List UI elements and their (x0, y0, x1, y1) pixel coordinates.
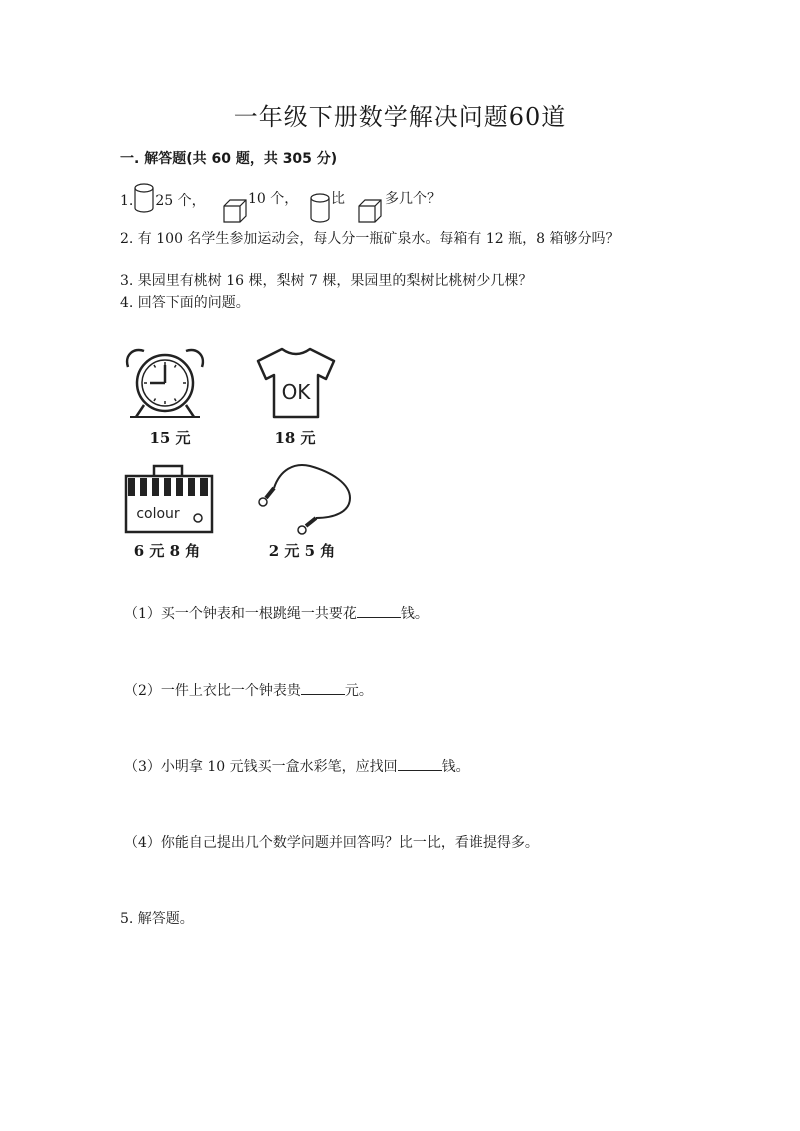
page-title: 一年级下册数学解决问题60道 (233, 103, 567, 131)
price-tshirt: 18 元 (274, 429, 316, 447)
subquestion-1-text: （1）买一个钟表和一根跳绳一共要花 (124, 606, 357, 622)
question-2: 2. 有 100 名学生参加运动会，每人分一瓶矿泉水。每箱有 12 瓶，8 箱够分吗？ (120, 231, 620, 247)
paint-box-image (122, 462, 216, 536)
q1-number: 1. (120, 193, 134, 209)
subquestion-1-unit: 钱。 (400, 606, 429, 622)
answer-blank[interactable] (357, 604, 401, 618)
tshirt-image (254, 345, 338, 421)
subquestion-2-unit: 元。 (344, 683, 373, 699)
answer-blank[interactable] (301, 681, 345, 695)
subquestion-4: （4）你能自己提出几个数学问题并回答吗？比一比，看谁提得多。 (124, 835, 539, 851)
paint-box-label: colour (136, 506, 180, 522)
subquestion-1 (124, 603, 429, 623)
question-3: 3. 果园里有桃树 16 棵，梨树 7 棵，果园里的梨树比桃树少几棵？ (120, 273, 533, 289)
cylinder-icon (309, 192, 331, 224)
answer-blank[interactable] (398, 757, 442, 771)
question-5: 5. 解答题。 (120, 911, 194, 927)
subquestion-3 (124, 756, 470, 776)
q1-text-b: 10 个， (248, 191, 299, 207)
cylinder-icon (133, 182, 155, 214)
price-paint-box: 6 元 8 角 (133, 542, 201, 560)
section-heading: 一. 解答题(共 60 题，共 305 分) (120, 151, 338, 167)
price-jump-rope: 2 元 5 角 (268, 542, 336, 560)
q1-text-c: 比 (331, 191, 345, 207)
cube-icon (357, 198, 383, 224)
cube-icon (222, 198, 248, 224)
alarm-clock-image (122, 345, 208, 421)
q1-text-d: 多几个？ (385, 191, 441, 207)
jump-rope-image (254, 460, 358, 540)
question-4-intro: 4. 回答下面的问题。 (120, 295, 250, 311)
subquestion-2 (124, 680, 373, 700)
question-1 (120, 188, 206, 214)
tshirt-label: OK (281, 380, 311, 404)
subquestion-3-unit: 钱。 (441, 759, 470, 775)
price-clock: 15 元 (149, 429, 191, 447)
subquestion-2-text: （2）一件上衣比一个钟表贵 (124, 683, 301, 699)
q1-text-a: 25 个， (155, 193, 206, 209)
subquestion-3-text: （3）小明拿 10 元钱买一盒水彩笔，应找回 (124, 759, 398, 775)
